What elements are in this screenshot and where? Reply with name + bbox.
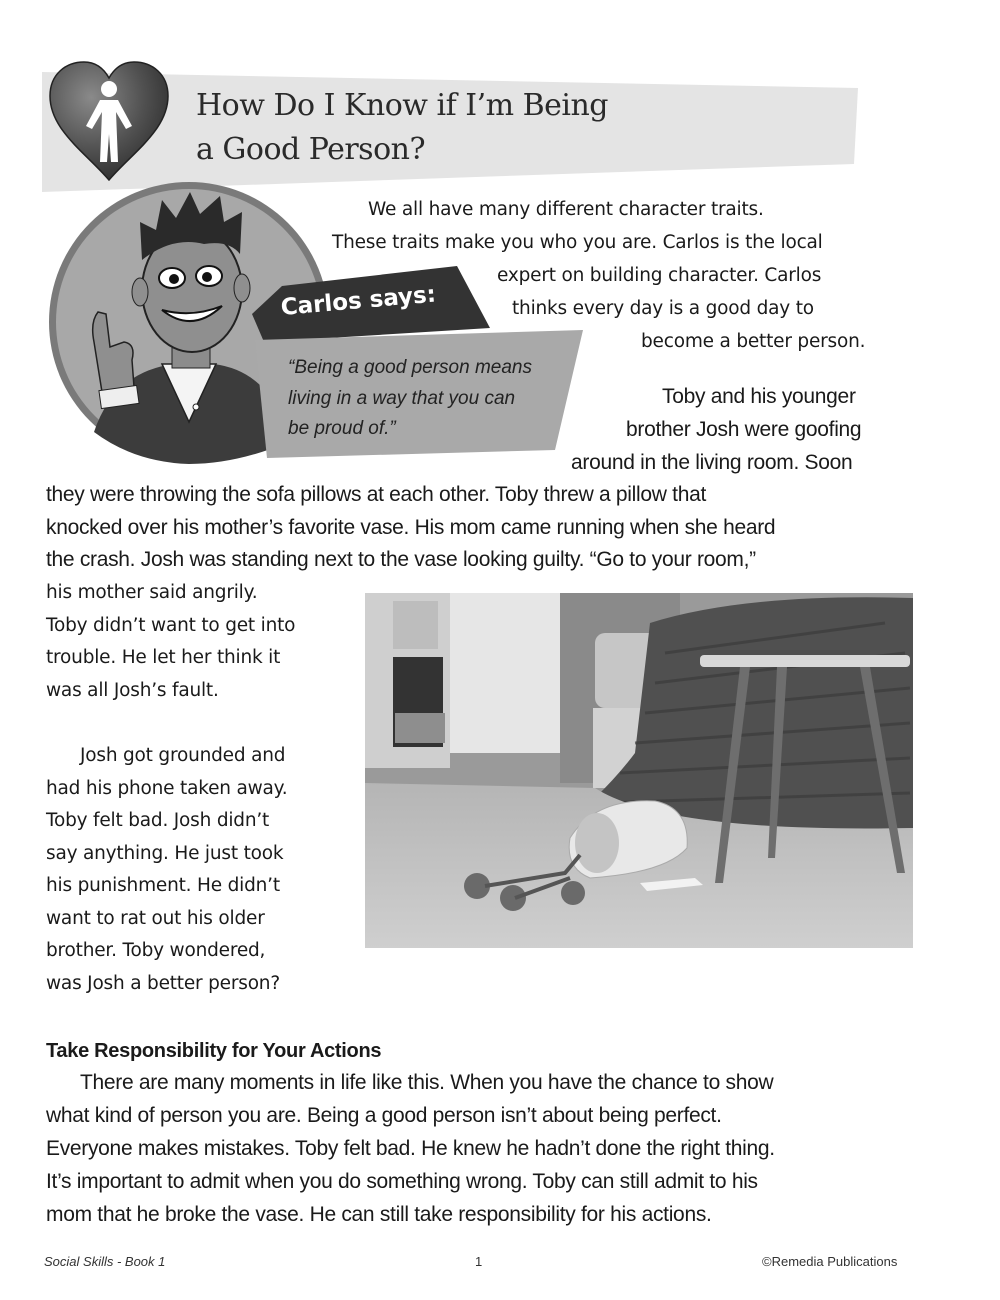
story-line: Toby didn’t want to get into: [46, 615, 296, 636]
quote-line: living in a way that you can: [288, 388, 516, 409]
footer-copyright: ©Remedia Publications: [762, 1254, 898, 1269]
story-line: say anything. He just took: [46, 843, 284, 864]
story-line: his mother said angrily.: [46, 582, 258, 603]
story-line: they were throwing the sofa pillows at each other. Toby threw a pillow that: [46, 483, 706, 506]
quote-line: be proud of.”: [288, 418, 396, 439]
intro-line: become a better person.: [641, 331, 866, 352]
story-line: Josh got grounded and: [80, 745, 286, 766]
section-line: There are many moments in life like this. When you have the chance to show: [80, 1071, 774, 1094]
broken-vase-photo: [365, 593, 913, 948]
heart-person-icon: [46, 58, 172, 184]
section-line: what kind of person you are. Being a good person isn’t about being perfect.: [46, 1104, 722, 1127]
quote-line: “Being a good person means: [288, 357, 532, 378]
page-number: 1: [475, 1254, 483, 1269]
story-line: around in the living room. Soon: [571, 451, 853, 474]
story-line: want to rat out his older: [46, 908, 265, 929]
story-line: was Josh a better person?: [46, 973, 280, 994]
page-title-line-1: How Do I Know if I’m Being: [196, 88, 609, 123]
story-line: brother Josh were goofing: [626, 418, 862, 441]
story-line: Toby felt bad. Josh didn’t: [46, 810, 270, 831]
page-title-line-2: a Good Person?: [196, 132, 426, 167]
story-line: knocked over his mother’s favorite vase. His mom came running when she heard: [46, 516, 776, 539]
footer-book-title: Social Skills - Book 1: [44, 1254, 166, 1269]
story-line: had his phone taken away.: [46, 778, 288, 799]
section-line: Everyone makes mistakes. Toby felt bad. He knew he hadn’t done the right thing.: [46, 1137, 775, 1160]
section-heading: Take Responsibility for Your Actions: [46, 1040, 382, 1062]
story-line: the crash. Josh was standing next to the vase looking guilty. “Go to your room,”: [46, 548, 756, 571]
section-line: It’s important to admit when you do something wrong. Toby can still admit to his: [46, 1170, 758, 1193]
story-line: was all Josh’s fault.: [46, 680, 219, 701]
carlos-says-label: Carlos says:: [279, 281, 437, 321]
section-line: mom that he broke the vase. He can still take responsibility for his actions.: [46, 1203, 712, 1226]
story-line: trouble. He let her think it: [46, 647, 281, 668]
intro-line: These traits make you who you are. Carlos is the local: [332, 232, 823, 253]
intro-line: We all have many different character traits.: [368, 199, 764, 220]
story-line: Toby and his younger: [662, 385, 856, 408]
story-line: his punishment. He didn’t: [46, 875, 280, 896]
intro-line: expert on building character. Carlos: [497, 265, 822, 286]
intro-line: thinks every day is a good day to: [512, 298, 814, 319]
story-line: brother. Toby wondered,: [46, 940, 266, 961]
